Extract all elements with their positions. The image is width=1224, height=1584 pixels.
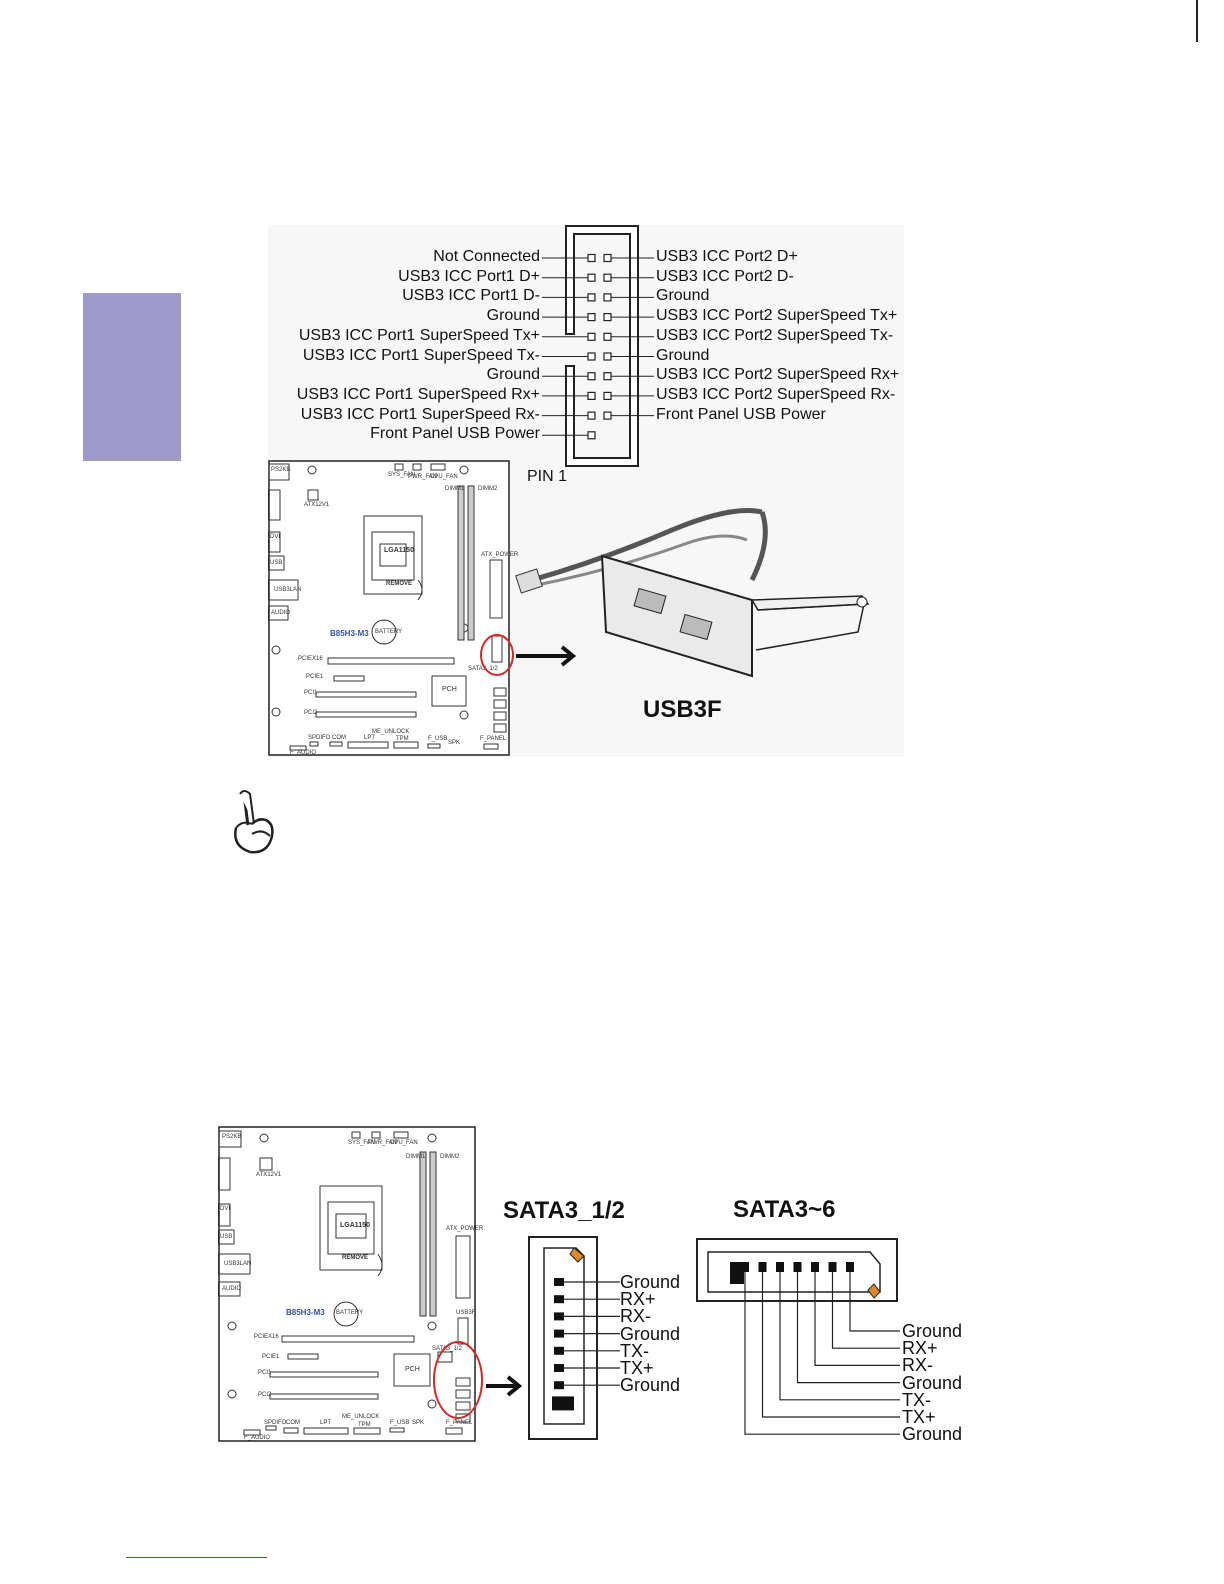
sata12-key <box>552 1396 574 1410</box>
mb2-label-tpm: TPM <box>358 1422 371 1428</box>
sata12-pin <box>554 1330 564 1338</box>
mb-label-dvi: DVI <box>270 534 281 540</box>
pin-label-right: USB3 ICC Port2 SuperSpeed Tx+ <box>656 307 898 325</box>
sata12-pin <box>554 1278 564 1286</box>
mb-label-com: COM <box>332 735 346 741</box>
mb-label-pwr-fan: PWR_FAN <box>408 474 438 480</box>
pin-label-right: USB3 ICC Port2 SuperSpeed Tx- <box>656 326 894 344</box>
mb-label-dimm1: DIMM1 <box>445 486 465 492</box>
mb2-label-f-panel: F_PANEL <box>446 1420 473 1426</box>
mb2-label-f-usb: F_USB <box>390 1420 410 1426</box>
mb-label-f-audio: F_AUDIO <box>290 750 317 756</box>
sata36-pin <box>846 1262 854 1272</box>
pin1-label: PIN 1 <box>527 468 568 485</box>
mb-label-pciex16: PCIEX16 <box>298 656 323 662</box>
pin-label-left: USB3 ICC Port1 D+ <box>398 267 540 285</box>
pin-label-left: Ground <box>486 307 540 325</box>
mb-label-sys-fan: SYS_FAN <box>388 472 416 478</box>
mb-label-lpt: LPT <box>364 735 376 741</box>
mb-label-dimm2: DIMM2 <box>478 486 498 492</box>
mb-label-sata12: SATA3_1/2 <box>468 666 498 672</box>
chapter-side-tab <box>83 293 181 461</box>
sata12-pin <box>554 1364 564 1372</box>
pin-label-left: Ground <box>486 366 540 384</box>
mb2-label-pwr-fan: PWR_FAN <box>368 1140 398 1146</box>
pin-label-right: USB3 ICC Port2 D+ <box>656 248 798 265</box>
pin-leader-lines <box>540 222 660 472</box>
mb2-label-socket: LGA1150 <box>340 1222 370 1229</box>
sata36-pin-label: TX- <box>902 1389 931 1410</box>
mb-label-f-usb: F_USB <box>428 736 448 742</box>
motherboard-diagram-top <box>268 460 519 756</box>
sata36-pin <box>794 1262 802 1272</box>
mb2-label-ps2kb: PS2KB <box>222 1134 242 1140</box>
sata36-pin <box>776 1262 784 1272</box>
note-hand-icon <box>222 788 282 858</box>
pin-label-left: Front Panel USB Power <box>370 425 540 443</box>
pin-label-right: USB3 ICC Port2 D- <box>656 267 794 285</box>
sata12-pin <box>554 1381 564 1389</box>
mb-label-spk: SPK <box>448 740 461 746</box>
mb2-label-usb3lan: USB3LAN <box>224 1261 252 1267</box>
mb2-label-atx-power: ATX_POWER <box>446 1226 484 1232</box>
sata12-pin-label: RX+ <box>620 1289 656 1310</box>
pin-label-right: Front Panel USB Power <box>656 405 826 423</box>
mb2-label-com: COM <box>286 1420 300 1426</box>
mb-label-f-panel: F_PANEL <box>480 736 507 742</box>
mb2-label-pcie1: PCIE1 <box>262 1354 280 1360</box>
sata36-pin-label: RX+ <box>902 1338 938 1359</box>
sata12-pin <box>554 1347 564 1355</box>
usb3f-title: USB3F <box>643 696 722 723</box>
mb-label-spdifo: SPDIFO <box>308 735 331 741</box>
mb-label-atx-power: ATX_POWER <box>481 552 519 558</box>
sata12-title: SATA3_1/2 <box>503 1197 625 1224</box>
mb2-label-pciex16: PCIEX16 <box>254 1334 279 1340</box>
top-edge-rule <box>1196 0 1198 42</box>
mb2-label-model: B85H3-M3 <box>286 1308 325 1317</box>
sata36-pin-label: TX+ <box>902 1407 936 1427</box>
mb-label-usb3lan: USB3LAN <box>274 587 302 593</box>
sata36-pin <box>759 1262 767 1272</box>
pin-label-left: Not Connected <box>433 248 540 265</box>
mb2-label-sata12: SATA3_1/2 <box>432 1346 462 1352</box>
mb2-label-lpt: LPT <box>320 1420 332 1426</box>
pin-label-left: USB3 ICC Port1 SuperSpeed Tx+ <box>298 326 540 344</box>
pin-label-right: Ground <box>656 287 710 305</box>
mb2-label-remove: REMOVE <box>342 1255 369 1261</box>
sata36-pin-label: RX- <box>902 1355 933 1376</box>
mb2-label-usb3f: USB3F <box>456 1310 476 1316</box>
mb2-label-me-unlock: ME_UNLOCK <box>342 1414 380 1420</box>
mb-label-pch: PCH <box>442 686 457 693</box>
sata36-pin-label: Ground <box>902 1372 963 1393</box>
pin-label-left: USB3 ICC Port1 SuperSpeed Tx- <box>302 346 540 364</box>
mb2-label-spdifo: SPDIFO <box>264 1420 287 1426</box>
mb2-label-atx12v: ATX12V1 <box>256 1172 282 1178</box>
mb-label-battery: BATTERY <box>375 629 403 635</box>
sata36-pin <box>811 1262 819 1272</box>
mb2-label-pch: PCH <box>405 1366 420 1373</box>
pin-label-right: USB3 ICC Port2 SuperSpeed Rx- <box>656 385 896 403</box>
mb2-label-audio: AUDIO <box>222 1286 242 1292</box>
sata12-pin-label: Ground <box>620 1323 681 1344</box>
mb-label-me-unlock: ME_UNLOCK <box>372 729 410 735</box>
pin-label-right: Ground <box>656 346 710 364</box>
mb2-label-pci2: PCI2 <box>258 1392 272 1398</box>
mb-label-pcie1: PCIE1 <box>306 674 324 680</box>
sata36-title: SATA3~6 <box>733 1196 836 1223</box>
mb-label-cpu-fan: CPU_FAN <box>430 474 458 480</box>
pin-label-right: USB3 ICC Port2 SuperSpeed Rx+ <box>656 366 900 384</box>
mb-label-usb: USB <box>270 560 283 566</box>
mb-label-audio: AUDIO <box>271 610 291 616</box>
sata36-pin <box>829 1262 837 1272</box>
mb-label-pci1: PCI1 <box>304 690 318 696</box>
mb-label-atx12v: ATX12V1 <box>304 502 330 508</box>
mb2-label-dimm1: DIMM1 <box>406 1154 426 1160</box>
mb2-label-dimm2: DIMM2 <box>440 1154 460 1160</box>
mb2-label-usb: USB <box>220 1234 233 1240</box>
pin-label-left: USB3 ICC Port1 D- <box>402 287 540 305</box>
mb-label-socket: LGA1150 <box>384 547 414 554</box>
mb2-label-sys-fan: SYS_FAN <box>348 1140 376 1146</box>
usb3f-bracket-illustration <box>512 500 912 700</box>
sata-highlight <box>426 1340 526 1430</box>
sata12-pin-label: Ground <box>620 1375 681 1396</box>
sata12-pin-label: Ground <box>620 1272 681 1292</box>
sata12-pin <box>554 1295 564 1303</box>
footer-rule <box>126 1557 267 1558</box>
sata12-pin <box>554 1312 564 1320</box>
mb2-label-dvi: DVI <box>220 1206 231 1212</box>
mb2-label-pci1: PCI1 <box>258 1370 272 1376</box>
mb-label-model: B85H3-M3 <box>330 629 369 638</box>
pin-label-left: USB3 ICC Port1 SuperSpeed Rx+ <box>296 385 540 403</box>
mb-label-remove: REMOVE <box>386 581 413 587</box>
mb2-label-battery: BATTERY <box>336 1310 364 1316</box>
sata36-pin-label: Ground <box>902 1424 963 1445</box>
sata12-pin-label: TX+ <box>620 1358 654 1378</box>
mb-label-tpm: TPM <box>396 736 409 742</box>
sata36-connector <box>694 1236 904 1436</box>
mb2-label-cpu-fan: CPU_FAN <box>390 1140 418 1146</box>
sata12-pin-label: TX- <box>620 1340 649 1361</box>
sata36-key <box>730 1262 744 1284</box>
pin-label-left: USB3 ICC Port1 SuperSpeed Rx- <box>300 405 540 423</box>
mb2-label-f-audio: F_AUDIO <box>244 1435 271 1441</box>
mb-label-ps2kb: PS2KB <box>271 467 291 473</box>
mb-label-pci2: PCI2 <box>304 710 318 716</box>
sata36-pin-label: Ground <box>902 1321 963 1341</box>
sata12-pin-label: RX- <box>620 1306 651 1327</box>
mb2-label-spk: SPK <box>412 1420 425 1426</box>
